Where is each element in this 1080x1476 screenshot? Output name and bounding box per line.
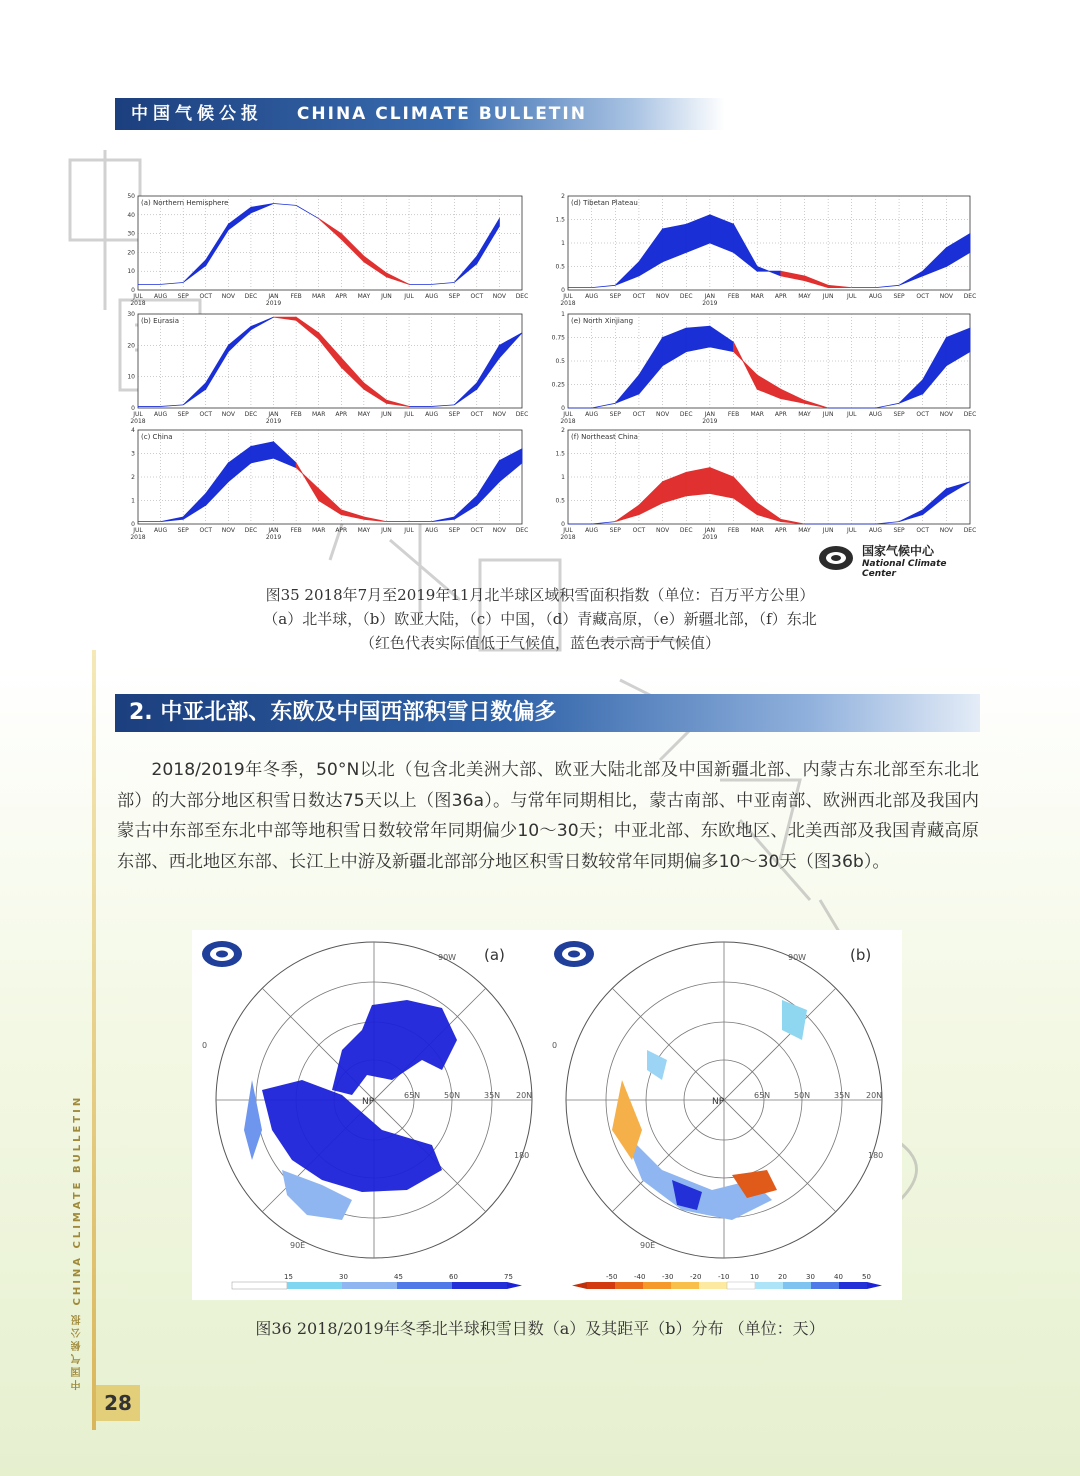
lat-label: 50N	[444, 1091, 461, 1100]
x-tick-label: SEP	[893, 527, 905, 534]
x-tick-label: JAN	[268, 293, 279, 300]
x-tick-label: MAY	[798, 527, 811, 534]
x-tick-label: DEC	[244, 527, 258, 534]
map-b-np-label: NP	[712, 1097, 725, 1107]
x-tick-label: DEC	[963, 293, 977, 300]
chart-panel-a	[118, 190, 530, 310]
y-tick-label: 2	[561, 427, 565, 434]
x-tick-label: AUG	[585, 527, 599, 534]
x-tick-label: JUL	[847, 527, 857, 534]
header-title-en: CHINA CLIMATE BULLETIN	[296, 104, 587, 124]
year-label: 2019	[265, 300, 282, 307]
x-tick-label: NOV	[492, 293, 507, 300]
sidebar-rule	[92, 650, 96, 1430]
map-a-legend-tick: 30	[339, 1273, 348, 1281]
y-tick-label: 1	[131, 497, 135, 505]
x-tick-label: AUG	[868, 527, 882, 534]
panel-title: (b) Eurasia	[141, 317, 180, 325]
x-tick-label: JUL	[563, 411, 573, 418]
x-tick-label: OCT	[199, 411, 213, 418]
x-tick-label: JUL	[404, 411, 414, 418]
y-tick-label: 40	[127, 211, 135, 219]
y-tick-label: 0	[131, 405, 135, 412]
x-tick-label: FEB	[290, 411, 302, 418]
y-tick-label: 0	[561, 521, 565, 528]
year-label: 2019	[265, 534, 282, 541]
x-tick-label: APR	[774, 527, 787, 534]
year-label: 2019	[702, 300, 718, 307]
lon-label: 90W	[788, 953, 807, 962]
map-b-legend-tick: 10	[750, 1273, 759, 1281]
x-tick-label: FEB	[290, 527, 302, 534]
x-tick-label: SEP	[448, 527, 460, 534]
y-tick-label: 1.5	[555, 216, 565, 224]
x-tick-label: JUL	[133, 527, 143, 534]
snow-day-maps	[192, 930, 902, 1300]
x-tick-label: APR	[335, 527, 348, 534]
lat-label: 65N	[404, 1091, 421, 1100]
x-tick-label: APR	[335, 293, 348, 300]
lat-label: 20N	[516, 1091, 533, 1100]
x-tick-label: OCT	[199, 527, 213, 534]
y-tick-label: 10	[127, 268, 135, 276]
chart-panel-c	[118, 424, 530, 544]
y-tick-label: 50	[127, 193, 135, 200]
chart-panel-d	[548, 190, 978, 310]
x-tick-label: JUN	[822, 293, 834, 300]
y-tick-label: 1	[561, 240, 565, 247]
map-b-legend-tick: -40	[634, 1273, 646, 1281]
x-tick-label: APR	[774, 293, 787, 300]
x-tick-label: NOV	[655, 527, 670, 534]
y-tick-label: 0.5	[555, 497, 565, 505]
year-label: 2018	[560, 300, 576, 307]
x-tick-label: JAN	[704, 293, 716, 300]
x-tick-label: FEB	[727, 527, 740, 534]
x-tick-label: JUL	[404, 527, 414, 534]
chart-panel-b	[118, 308, 530, 428]
x-tick-label: OCT	[470, 411, 484, 418]
map-a-legend-tick: 45	[394, 1273, 403, 1281]
lon-label: 90E	[290, 1241, 306, 1250]
panel-title: (e) North Xinjiang	[571, 317, 634, 325]
map-b-label: (b)	[850, 946, 872, 964]
y-tick-label: 20	[127, 342, 135, 350]
x-tick-label: DEC	[244, 293, 258, 300]
y-tick-label: 0	[131, 287, 135, 294]
ncc-logo	[818, 542, 978, 579]
x-tick-label: JAN	[704, 411, 716, 418]
x-tick-label: OCT	[916, 293, 929, 300]
x-tick-label: NOV	[939, 411, 953, 418]
section-heading	[115, 694, 980, 732]
panel-title: (d) Tibetan Plateau	[571, 199, 638, 207]
x-tick-label: OCT	[916, 527, 929, 534]
x-tick-label: NOV	[221, 293, 235, 300]
x-tick-label: NOV	[655, 411, 670, 418]
map-b	[554, 941, 882, 1258]
x-tick-label: APR	[335, 411, 348, 418]
y-tick-label: 2	[561, 193, 565, 200]
x-tick-label: SEP	[177, 293, 189, 300]
year-label: 2019	[702, 534, 718, 541]
map-a-legend-tick: 15	[284, 1273, 293, 1281]
lat-label: 50N	[794, 1091, 811, 1100]
x-tick-label: DEC	[515, 293, 529, 300]
x-tick-label: AUG	[585, 411, 599, 418]
x-tick-label: JUL	[133, 293, 143, 300]
x-tick-label: DEC	[963, 527, 977, 534]
y-tick-label: 0	[131, 521, 135, 528]
bulletin-header	[115, 98, 725, 130]
x-tick-label: DEC	[963, 411, 977, 418]
year-label: 2018	[560, 534, 576, 541]
x-tick-label: MAR	[750, 527, 764, 534]
x-tick-label: JUL	[847, 293, 857, 300]
x-tick-label: AUG	[425, 411, 439, 418]
x-tick-label: DEC	[679, 527, 693, 534]
x-tick-label: JUN	[822, 527, 834, 534]
x-tick-label: SEP	[609, 411, 621, 418]
y-tick-label: 10	[127, 373, 135, 381]
x-tick-label: MAY	[357, 293, 371, 300]
x-tick-label: JUL	[404, 293, 414, 300]
x-tick-label: FEB	[727, 293, 740, 300]
x-tick-label: MAR	[311, 293, 326, 300]
map-a-legend-tick: 75	[504, 1273, 513, 1281]
x-tick-label: OCT	[632, 411, 646, 418]
y-tick-label: 0	[561, 405, 565, 412]
year-label: 2018	[130, 300, 146, 307]
panel-title: (a) Northern Hemisphere	[141, 199, 229, 207]
x-tick-label: JUL	[563, 293, 573, 300]
x-tick-label: NOV	[939, 293, 953, 300]
x-tick-label: APR	[774, 411, 787, 418]
x-tick-label: NOV	[221, 411, 235, 418]
lon-label: 180	[868, 1151, 884, 1160]
ncc-name-en: National Climate Center	[862, 559, 947, 579]
x-tick-label: OCT	[470, 527, 484, 534]
x-tick-label: MAY	[798, 411, 811, 418]
x-tick-label: NOV	[492, 411, 507, 418]
map-b-legend-tick: 30	[806, 1273, 815, 1281]
year-label: 2019	[265, 418, 282, 425]
x-tick-label: AUG	[154, 527, 168, 534]
lon-label: 0	[552, 1041, 558, 1050]
y-tick-label: 0.25	[551, 381, 565, 389]
x-tick-label: SEP	[893, 293, 905, 300]
ncc-emblem-icon	[818, 544, 854, 572]
y-tick-label: 2	[131, 474, 135, 481]
map-b-legend-tick: 20	[778, 1273, 787, 1281]
x-tick-label: DEC	[515, 527, 529, 534]
x-tick-label: OCT	[632, 293, 646, 300]
x-tick-label: DEC	[679, 411, 693, 418]
map-a-legend	[232, 1273, 522, 1289]
plot-frame	[138, 196, 522, 290]
y-tick-label: 0.5	[555, 358, 565, 365]
x-tick-label: OCT	[470, 293, 484, 300]
sidebar-vertical-title: 中国气候公报 CHINA CLIMATE BULLETIN	[72, 1094, 83, 1390]
x-tick-label: AUG	[154, 411, 168, 418]
x-tick-label: SEP	[448, 411, 460, 418]
x-tick-label: NOV	[939, 527, 953, 534]
lon-label: 0	[202, 1041, 208, 1050]
year-label: 2018	[130, 418, 146, 425]
fig35-caption-line1: 图35 2018年7月至2019年11月北半球区域积雪面积指数（单位：百万平方公里）	[265, 586, 815, 604]
year-label: 2018	[130, 534, 146, 541]
fig36-caption: 图36 2018/2019年冬季北半球积雪日数（a）及其距平（b）分布 （单位：天）	[255, 1319, 825, 1338]
y-tick-label: 1.5	[555, 450, 565, 458]
panel-title: (f) Northeast China	[571, 433, 638, 441]
x-tick-label: JUN	[381, 527, 392, 534]
x-tick-label: JUL	[563, 527, 573, 534]
x-tick-label: SEP	[177, 527, 189, 534]
map-b-legend-tick: -30	[662, 1273, 674, 1281]
x-tick-label: MAR	[750, 411, 764, 418]
x-tick-label: OCT	[916, 411, 929, 418]
x-tick-label: DEC	[679, 293, 693, 300]
map-b-legend-tick: -50	[606, 1273, 618, 1281]
lat-label: 35N	[484, 1091, 501, 1100]
map-b-legend-tick: -10	[718, 1273, 730, 1281]
x-tick-label: MAY	[357, 411, 371, 418]
x-tick-label: JUN	[822, 411, 834, 418]
lon-label: 90W	[438, 953, 457, 962]
lon-label: 90E	[640, 1241, 656, 1250]
header-title-cn: 中国气候公报	[131, 104, 263, 124]
y-tick-label: 20	[127, 249, 135, 257]
x-tick-label: JUN	[381, 411, 392, 418]
x-tick-label: DEC	[515, 411, 529, 418]
map-a	[202, 941, 532, 1258]
x-tick-label: SEP	[893, 411, 905, 418]
x-tick-label: FEB	[727, 411, 740, 418]
y-tick-label: 0.5	[555, 263, 565, 271]
fig35-caption-line2: （a）北半球，（b）欧亚大陆，（c）中国，（d）青藏高原，（e）新疆北部，（f）东北	[263, 610, 817, 628]
y-tick-label: 1	[561, 474, 565, 481]
x-tick-label: OCT	[199, 293, 213, 300]
x-tick-label: SEP	[177, 411, 189, 418]
year-label: 2019	[702, 418, 718, 425]
anomaly-segment	[686, 326, 710, 351]
page-number: 28	[96, 1385, 140, 1421]
x-tick-label: MAY	[798, 293, 811, 300]
x-tick-label: SEP	[609, 527, 621, 534]
fig35-caption-line3: （红色代表实际值低于气候值，蓝色表示高于气候值）	[359, 634, 720, 652]
x-tick-label: AUG	[868, 411, 882, 418]
anomaly-segment	[686, 468, 710, 496]
x-tick-label: JUL	[133, 411, 143, 418]
x-tick-label: NOV	[221, 527, 235, 534]
chart-panel-e	[548, 308, 978, 428]
x-tick-label: SEP	[448, 293, 460, 300]
map-a-label: (a)	[484, 946, 505, 964]
y-tick-label: 0.75	[551, 334, 565, 342]
x-tick-label: NOV	[492, 527, 507, 534]
map-b-legend	[572, 1273, 882, 1289]
x-tick-label: JUL	[847, 411, 857, 418]
x-tick-label: OCT	[632, 527, 646, 534]
y-tick-label: 30	[127, 311, 135, 318]
x-tick-label: NOV	[655, 293, 670, 300]
x-tick-label: JAN	[268, 411, 279, 418]
x-tick-label: AUG	[868, 293, 882, 300]
section-title: 2. 中亚北部、东欧及中国西部积雪日数偏多	[129, 700, 557, 725]
x-tick-label: AUG	[425, 527, 439, 534]
map-a-np-label: NP	[362, 1097, 375, 1107]
x-tick-label: FEB	[290, 293, 302, 300]
y-tick-label: 0	[561, 287, 565, 294]
panel-title: (c) China	[141, 433, 173, 441]
map-a-legend-tick: 60	[449, 1273, 458, 1281]
map-b-legend-tick: 40	[834, 1273, 843, 1281]
x-tick-label: AUG	[154, 293, 168, 300]
y-tick-label: 1	[561, 311, 565, 318]
lat-label: 65N	[754, 1091, 771, 1100]
x-tick-label: AUG	[425, 293, 439, 300]
x-tick-label: MAR	[311, 411, 326, 418]
map-b-legend-tick: -20	[690, 1273, 702, 1281]
lat-label: 20N	[866, 1091, 883, 1100]
lat-label: 35N	[834, 1091, 851, 1100]
year-label: 2018	[560, 418, 576, 425]
chart-panel-f	[548, 424, 978, 544]
x-tick-label: AUG	[585, 293, 599, 300]
x-tick-label: JUN	[381, 293, 392, 300]
ncc-name-cn: 国家气候中心	[862, 544, 935, 558]
x-tick-label: SEP	[609, 293, 621, 300]
y-tick-label: 30	[127, 230, 135, 238]
y-tick-label: 3	[131, 450, 135, 458]
lon-label: 180	[514, 1151, 530, 1160]
x-tick-label: JAN	[704, 527, 716, 534]
y-tick-label: 4	[131, 427, 135, 434]
x-tick-label: MAY	[357, 527, 371, 534]
x-tick-label: JAN	[268, 527, 279, 534]
x-tick-label: MAR	[311, 527, 326, 534]
x-tick-label: DEC	[244, 411, 258, 418]
body-paragraph: 2018/2019年冬季，50°N以北（包含北美洲大部、欧亚大陆北部及中国新疆北部、内蒙古东北部至东北北部）的大部分地区积雪日数达75天以上（图36a）。与常年同期相比，蒙古南部、中亚南部、欧洲西北部及我国内蒙古中东部至东北中部等地积雪日数较常年同期偏少10～30天；中亚北部、东欧地区、北美西部及我国青藏高原东部、西北地区东部、长江上中游及新疆北部部分地区积雪日数较常年同期偏多10～30天（图36b）。	[117, 760, 979, 872]
x-tick-label: MAR	[750, 293, 764, 300]
map-b-legend-tick: 50	[862, 1273, 871, 1281]
